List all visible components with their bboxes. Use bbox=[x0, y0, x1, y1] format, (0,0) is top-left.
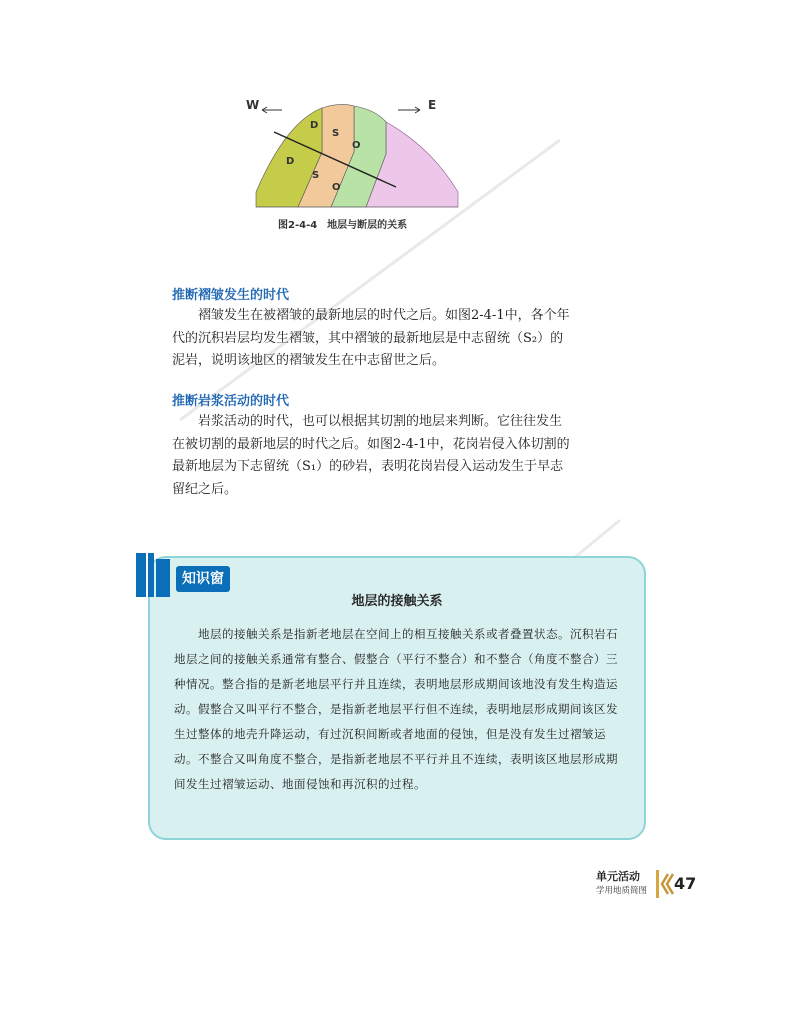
knowledge-window-title: 地层的接触关系 bbox=[351, 594, 443, 609]
section-title-magma-age: 推断岩浆活动的时代 bbox=[172, 394, 290, 409]
unit-subtitle: 学用地质简图 bbox=[596, 886, 648, 896]
layer-s-upper: S bbox=[332, 128, 340, 139]
east-arrow-icon bbox=[398, 107, 420, 113]
west-label: W bbox=[246, 98, 260, 112]
layer-s-lower: S bbox=[312, 170, 320, 181]
figure-caption: 图2-4-4 地层与断层的关系 bbox=[278, 220, 408, 231]
knowledge-window-label: 知识窗 bbox=[176, 566, 230, 592]
layer-o-lower: O bbox=[332, 182, 341, 193]
layer-d-lower: D bbox=[286, 156, 295, 167]
knowledge-window-text: 地层的接触关系是指新老地层在空间上的相互接触关系或者叠置状态。沉积岩石地层之间的接触关系通常有整合、假整合（平行不整合）和不整合（角度不整合）三种情况。整合指的是新老地层平行并且连续，表明地层形成期间该地没有发生构造运动。假整合又叫平行不整合，是指新老地层平行但不连续，表明地层形成期间该区发生过整体的地壳升降运动，有过沉积间断或者地面的侵蚀，但是没有发生过褶皱运动。不整合又叫角度不整合，是指新老地层不平行并且不连续，表明该区地层形成期间发生过褶皱运动、地面侵蚀和再沉积的过程。 bbox=[174, 627, 618, 791]
unit-title: 单元活动 bbox=[596, 870, 640, 883]
knowledge-window-box bbox=[148, 556, 646, 840]
section-text-fold-age: 褶皱发生在被褶皱的最新地层的时代之后。如图2-4-1中，各个年代的沉积岩层均发生褶皱，其中褶皱的最新地层是中志留统（S₂）的泥岩，说明该地区的褶皱发生在中志留世之后。 bbox=[172, 308, 570, 368]
west-arrow-icon bbox=[262, 107, 282, 113]
footer-divider bbox=[656, 870, 659, 898]
book-tab-icon bbox=[134, 551, 176, 601]
section-text-magma-age: 岩浆活动的时代，也可以根据其切割的地层来判断。它往往发生在被切割的最新地层的时代之后。如图2-4-1中，花岗岩侵入体切割的最新地层为下志留统（S₁）的砂岩，表明花岗岩侵入运动发生于早志留纪之后。 bbox=[172, 414, 570, 497]
strata-diagram bbox=[236, 92, 476, 212]
east-label: E bbox=[428, 98, 437, 112]
page-number: 47 bbox=[674, 874, 697, 893]
fault-strata-figure bbox=[236, 92, 476, 212]
section-title-fold-age: 推断褶皱发生的时代 bbox=[172, 288, 290, 303]
double-chevron-icon bbox=[660, 872, 674, 896]
layer-o-upper: O bbox=[352, 140, 361, 151]
layer-d-upper: D bbox=[310, 120, 319, 131]
